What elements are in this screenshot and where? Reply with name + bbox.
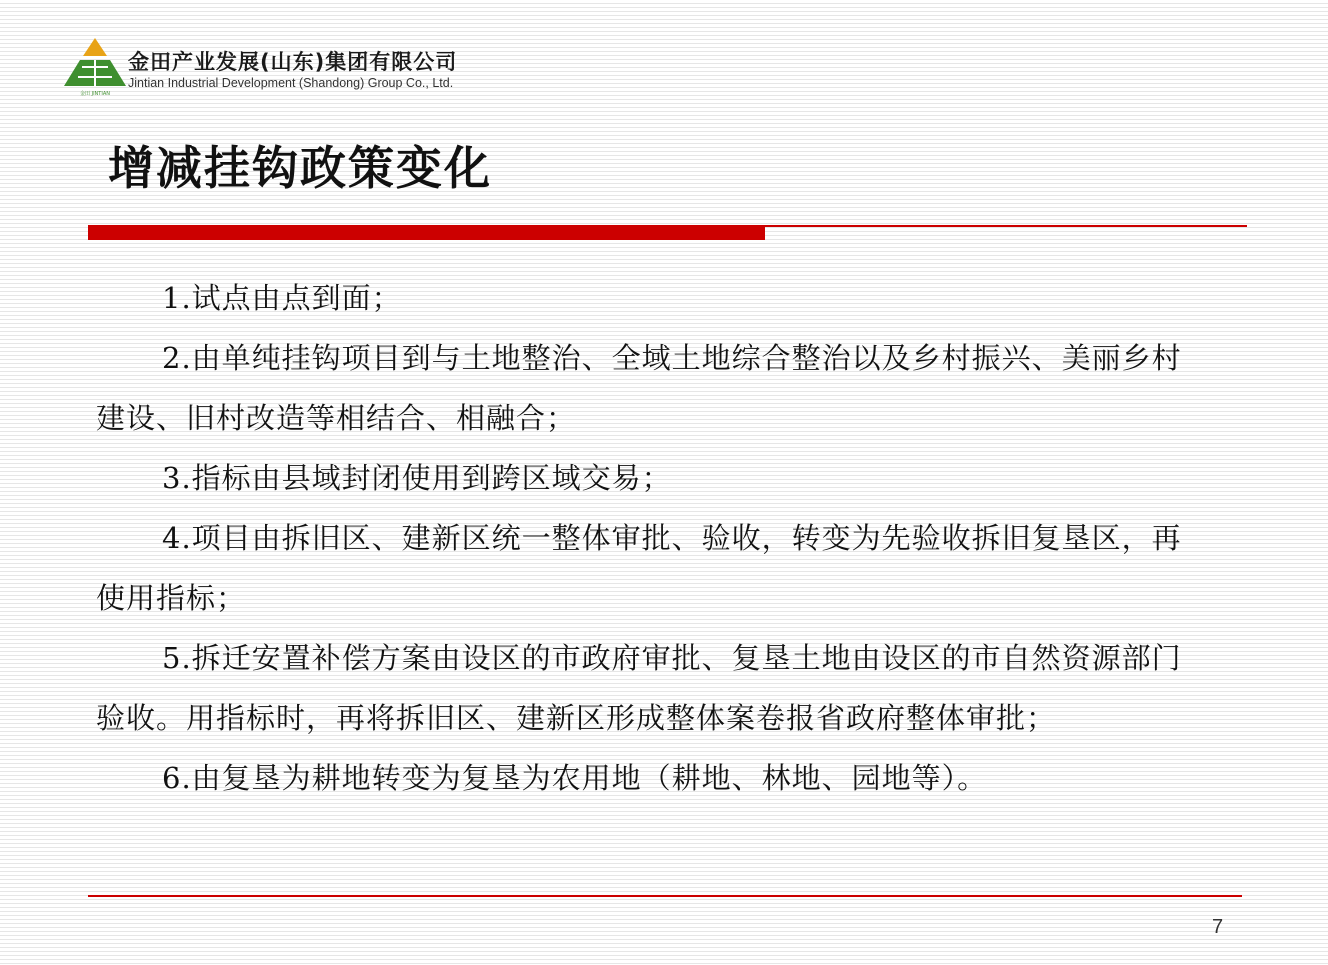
policy-item-3: 3.指标由县域封闭使用到跨区域交易； xyxy=(162,461,672,495)
policy-item-2: 2.由单纯挂钩项目到与土地整治、全域土地综合整治以及乡村振兴、美丽乡村建设、旧村改造等相结合、相融合； xyxy=(96,341,1182,435)
policy-item-4: 4.项目由拆旧区、建新区统一整体审批、验收，转变为先验收拆旧复垦区，再使用指标； xyxy=(96,521,1182,615)
company-name-cn: 金田产业发展(山东)集团有限公司 xyxy=(128,50,458,74)
slide-title: 增减挂钩政策变化 xyxy=(108,141,492,195)
policy-change-list xyxy=(96,268,1206,808)
footer-rule xyxy=(88,895,1242,897)
page-number: 7 xyxy=(1212,916,1224,938)
policy-item-5: 5.拆迁安置补偿方案由设区的市政府审批、复垦土地由设区的市自然资源部门验收。用指标时，再将拆旧区、建新区形成整体案卷报省政府整体审批； xyxy=(96,641,1182,735)
svg-text:金田 JINTIAN: 金田 JINTIAN xyxy=(80,91,110,97)
title-underline-thick xyxy=(88,225,765,240)
title-underline-thin xyxy=(765,225,1247,227)
company-name-en: Jintian Industrial Development (Shandong) Group Co., Ltd. xyxy=(128,76,454,90)
company-logo xyxy=(60,36,130,98)
policy-item-1: 1.试点由点到面； xyxy=(162,281,402,315)
policy-item-6: 6.由复垦为耕地转变为复垦为农用地（耕地、林地、园地等）。 xyxy=(162,761,988,795)
